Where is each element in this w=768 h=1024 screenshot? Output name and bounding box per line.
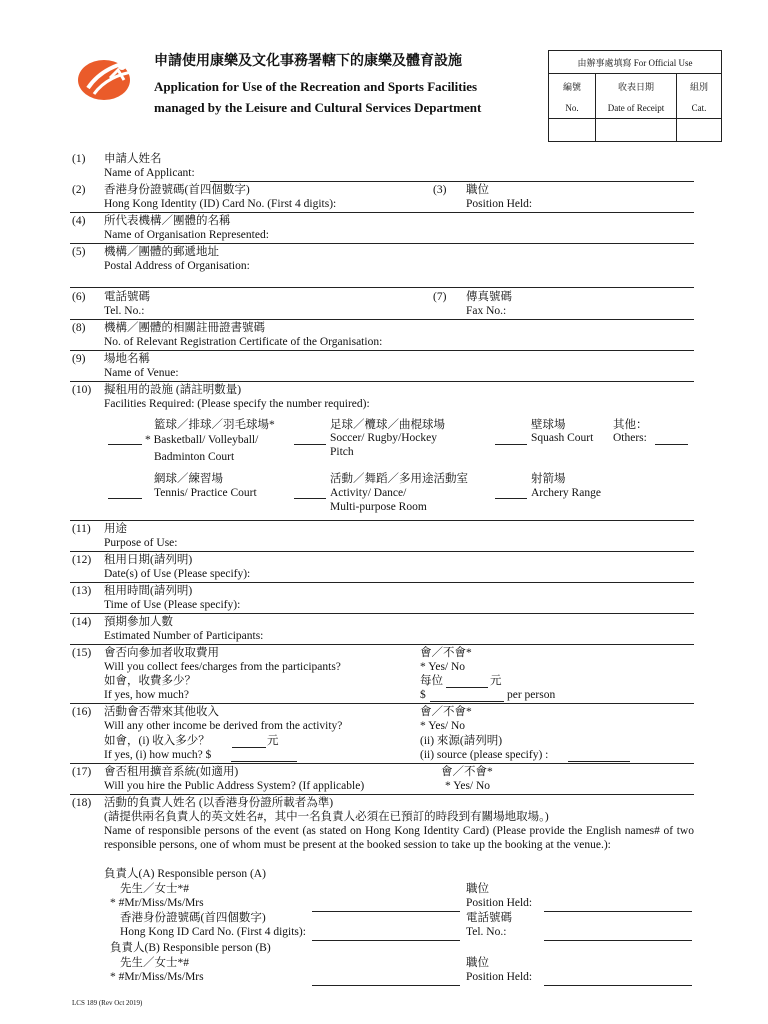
facility-archery-en: Archery Range <box>531 487 601 499</box>
facility-tennis-en: Tennis/ Practice Court <box>154 487 257 499</box>
facility-football-en2: Pitch <box>330 446 354 458</box>
item8-label-en: No. of Relevant Registration Certificate of the Organisation: <box>104 336 383 348</box>
facility-archery-zh: 射箭場 <box>531 473 566 485</box>
item2-number: (2) <box>72 184 86 196</box>
facility-squash-zh: 壁球場 <box>531 419 566 431</box>
title-chinese: 申請使用康樂及文化事務署轄下的康樂及體育設施 <box>154 54 462 69</box>
facilities-divider <box>70 520 694 521</box>
purpose-field[interactable] <box>70 551 694 552</box>
item5-label-en: Postal Address of Organisation: <box>104 260 250 272</box>
fees-per-person: per person <box>507 689 556 701</box>
person-a-position-field[interactable] <box>544 911 692 912</box>
facility-football-en1: Soccer/ Rugby/Hockey <box>330 432 437 444</box>
pa-yesno-zh: 會／不會* <box>441 766 493 778</box>
item12-number: (12) <box>72 554 92 566</box>
item9-label-zh: 場地名稱 <box>104 353 150 365</box>
item18-paragraph-en: Name of responsible persons of the event (as stated on Hong Kong Identity Card) (Please provide the English names# of two responsible persons, one of whom must be present at the booked session to take up the booking at the venue.): <box>104 825 694 851</box>
person-a-position-zh: 職位 <box>466 883 489 895</box>
facility-tennis-qty[interactable] <box>108 486 142 499</box>
fees-dollar: $ <box>420 689 426 701</box>
item14-number: (14) <box>72 616 92 628</box>
official-date-field[interactable] <box>596 119 677 142</box>
official-use-table <box>548 50 722 142</box>
fees-yesno-zh: 會／不會* <box>420 647 472 659</box>
person-a-label: 負責人(A) Responsible person (A) <box>104 868 266 880</box>
item7-label-en: Fax No.: <box>466 305 507 317</box>
item15-label-zh: 會否向參加者收取費用 <box>104 647 219 659</box>
item11-label-en: Purpose of Use: <box>104 537 178 549</box>
official-no-en: No. <box>565 102 579 113</box>
person-a-id-field[interactable] <box>312 940 460 941</box>
facility-basketball-zh: 籃球／排球／羽毛球場* <box>154 419 275 431</box>
income-amount-field[interactable] <box>231 748 297 762</box>
facility-archery-qty[interactable] <box>495 486 527 499</box>
item16-label-en: Will any other income be derived from the activity? <box>104 720 343 732</box>
participants-field[interactable] <box>70 644 694 645</box>
item12-label-zh: 租用日期(請列明) <box>104 554 193 566</box>
person-b-position-zh: 職位 <box>466 957 489 969</box>
facility-activity-qty[interactable] <box>294 486 326 499</box>
income-source-zh: (ii) 來源(請列明) <box>420 735 503 747</box>
item3-number: (3) <box>433 184 447 196</box>
person-a-id-zh: 香港身份證號碼(首四個數字) <box>120 912 266 924</box>
facility-tennis-zh: 網球／練習場 <box>154 473 223 485</box>
item6-number: (6) <box>72 291 86 303</box>
person-b-title-en: * #Mr/Miss/Ms/Mrs <box>110 971 204 983</box>
fees-yuan: 元 <box>490 675 502 687</box>
facility-activity-en1: Activity/ Dance/ <box>330 487 407 499</box>
organisation-name-field[interactable] <box>70 243 694 244</box>
person-b-title-zh: 先生／女士*# <box>120 957 189 969</box>
item11-label-zh: 用途 <box>104 523 127 535</box>
dates-field[interactable] <box>70 582 694 583</box>
item7-label-zh: 傳真號碼 <box>466 291 512 303</box>
official-cat-en: Cat. <box>691 102 707 113</box>
item13-number: (13) <box>72 585 92 597</box>
fees-yesno-en[interactable]: * Yes/ No <box>420 661 466 673</box>
official-cat-zh: 組別 <box>689 81 708 92</box>
title-english-line1: Application for Use of the Recreation and Sports Facilities <box>154 79 478 94</box>
official-date-header <box>596 74 677 119</box>
official-cat-header <box>677 74 722 119</box>
item1-number: (1) <box>72 153 86 165</box>
title-english-line2: managed by the Leisure and Cultural Services Department <box>154 100 482 115</box>
item16-label-en2: If yes, (i) how much? $ <box>104 749 212 761</box>
id-position-field-line[interactable] <box>70 212 694 213</box>
facility-others-zh: 其他： <box>613 419 648 431</box>
form-code: LCS 189 (Rev Oct 2019) <box>72 999 143 1007</box>
item14-label-en: Estimated Number of Participants: <box>104 630 264 642</box>
item2-label-en: Hong Kong Identity (ID) Card No. (First 4 digits): <box>104 198 337 210</box>
official-date-zh: 收表日期 <box>617 81 654 92</box>
person-b-position-en: Position Held: <box>466 971 533 983</box>
item18-label-zh: 活動的負責人姓名 (以香港身份證所載者為準) <box>104 797 334 809</box>
income-source-field[interactable] <box>568 748 630 762</box>
lcsd-logo <box>70 50 142 102</box>
item10-number: (10) <box>72 384 92 396</box>
item13-label-zh: 租用時間(請列明) <box>104 585 193 597</box>
income-divider <box>70 763 694 764</box>
official-no-zh: 編號 <box>562 81 581 92</box>
person-b-name-field[interactable] <box>312 985 460 986</box>
item17-label-en: Will you hire the Public Address System? (If applicable) <box>104 780 365 792</box>
official-use-caption: 由辦事處填寫 For Official Use <box>549 51 722 74</box>
item18-number: (18) <box>72 797 92 809</box>
item4-label-en: Name of Organisation Represented: <box>104 229 269 241</box>
item15-number: (15) <box>72 647 92 659</box>
item9-number: (9) <box>72 353 86 365</box>
item8-label-zh: 機構／團體的相關註冊證書號碼 <box>104 322 265 334</box>
item9-label-en: Name of Venue: <box>104 367 179 379</box>
income-source-en: (ii) source (please specify) : <box>420 749 549 761</box>
item4-label-zh: 所代表機構／團體的名稱 <box>104 215 231 227</box>
item11-number: (11) <box>72 523 91 535</box>
item6-label-en: Tel. No.: <box>104 305 145 317</box>
item18-note-zh: (請提供兩名負責人的英文姓名#，其中一名負責人必須在已預訂的時段到有關場地取場。) <box>104 811 549 823</box>
person-b-position-field[interactable] <box>544 985 692 986</box>
official-no-header <box>549 74 596 119</box>
item1-label-en: Name of Applicant: <box>104 167 195 179</box>
fees-divider <box>70 703 694 704</box>
registration-cert-field[interactable] <box>70 350 694 351</box>
applicant-name-field[interactable] <box>210 181 694 182</box>
official-date-en: Date of Receipt <box>607 102 665 113</box>
income-yesno-en[interactable]: * Yes/ No <box>420 720 466 732</box>
pa-yesno-en[interactable]: * Yes/ No <box>445 780 491 792</box>
fees-per-zh: 每位 <box>420 675 443 687</box>
official-no-field[interactable] <box>549 119 596 142</box>
item3-label-zh: 職位 <box>466 184 489 196</box>
person-a-title-en: * #Mr/Miss/Ms/Mrs <box>110 897 204 909</box>
item15-label-en: Will you collect fees/charges from the participants? <box>104 661 341 673</box>
official-cat-field[interactable] <box>677 119 722 142</box>
person-a-tel-en: Tel. No.: <box>466 926 507 938</box>
item3-label-en: Position Held: <box>466 198 533 210</box>
pa-divider <box>70 794 694 795</box>
facility-others-qty[interactable] <box>655 432 688 445</box>
facility-basketball-en2: Badminton Court <box>154 451 235 463</box>
facility-basketball-en1: * Basketball/ Volleyball/ <box>145 434 259 446</box>
person-a-id-en: Hong Kong ID Card No. (First 4 digits): <box>120 926 306 938</box>
facility-activity-zh: 活動／舞蹈／多用途活動室 <box>330 473 468 485</box>
person-a-tel-zh: 電話號碼 <box>466 912 512 924</box>
tel-fax-field-line[interactable] <box>70 319 694 320</box>
income-amount-zh-field[interactable] <box>232 734 266 748</box>
facility-squash-en: Squash Court <box>531 432 594 444</box>
venue-name-field[interactable] <box>70 381 694 382</box>
facility-football-zh: 足球／欖球／曲棍球場 <box>330 419 445 431</box>
person-a-name-field[interactable] <box>312 911 460 912</box>
income-yuan: 元 <box>267 735 279 747</box>
item1-label-zh: 申請人姓名 <box>104 153 162 165</box>
item5-number: (5) <box>72 246 86 258</box>
facility-football-qty[interactable] <box>294 432 326 445</box>
facility-squash-qty[interactable] <box>495 432 527 445</box>
item2-label-zh: 香港身份證號碼(首四個數字) <box>104 184 250 196</box>
item17-label-zh: 會否租用擴音系統(如適用) <box>104 766 239 778</box>
income-yesno-zh: 會／不會* <box>420 706 472 718</box>
item10-label-zh: 擬租用的設施 (請註明數量) <box>104 384 242 396</box>
fees-amount-zh-field[interactable] <box>446 674 488 688</box>
item7-number: (7) <box>433 291 447 303</box>
time-field[interactable] <box>70 613 694 614</box>
person-a-position-en: Position Held: <box>466 897 533 909</box>
item17-number: (17) <box>72 766 92 778</box>
item15-label-en2: If yes, how much? <box>104 689 189 701</box>
item13-label-en: Time of Use (Please specify): <box>104 599 241 611</box>
person-a-title-zh: 先生／女士*# <box>120 883 189 895</box>
item5-label-zh: 機構／團體的郵遞地址 <box>104 246 219 258</box>
person-b-label: 負責人(B) Responsible person (B) <box>110 942 271 954</box>
item15-label-zh2: 如會，收費多少？ <box>104 675 196 687</box>
item4-number: (4) <box>72 215 86 227</box>
postal-address-field[interactable] <box>70 287 694 288</box>
item8-number: (8) <box>72 322 86 334</box>
item14-label-zh: 預期參加人數 <box>104 616 173 628</box>
fees-amount-field[interactable] <box>430 688 504 702</box>
item16-number: (16) <box>72 706 92 718</box>
item16-label-zh2: 如會，(i) 收入多少？ <box>104 735 210 747</box>
item10-label-en: Facilities Required: (Please specify the number required): <box>104 398 370 410</box>
item12-label-en: Date(s) of Use (Please specify): <box>104 568 251 580</box>
item16-label-zh: 活動會否帶來其他收入 <box>104 706 219 718</box>
facility-others-en: Others: <box>613 432 647 444</box>
person-a-tel-field[interactable] <box>544 940 692 941</box>
item6-label-zh: 電話號碼 <box>104 291 150 303</box>
facility-activity-en2: Multi-purpose Room <box>330 501 427 513</box>
facility-basketball-qty[interactable] <box>108 432 142 445</box>
